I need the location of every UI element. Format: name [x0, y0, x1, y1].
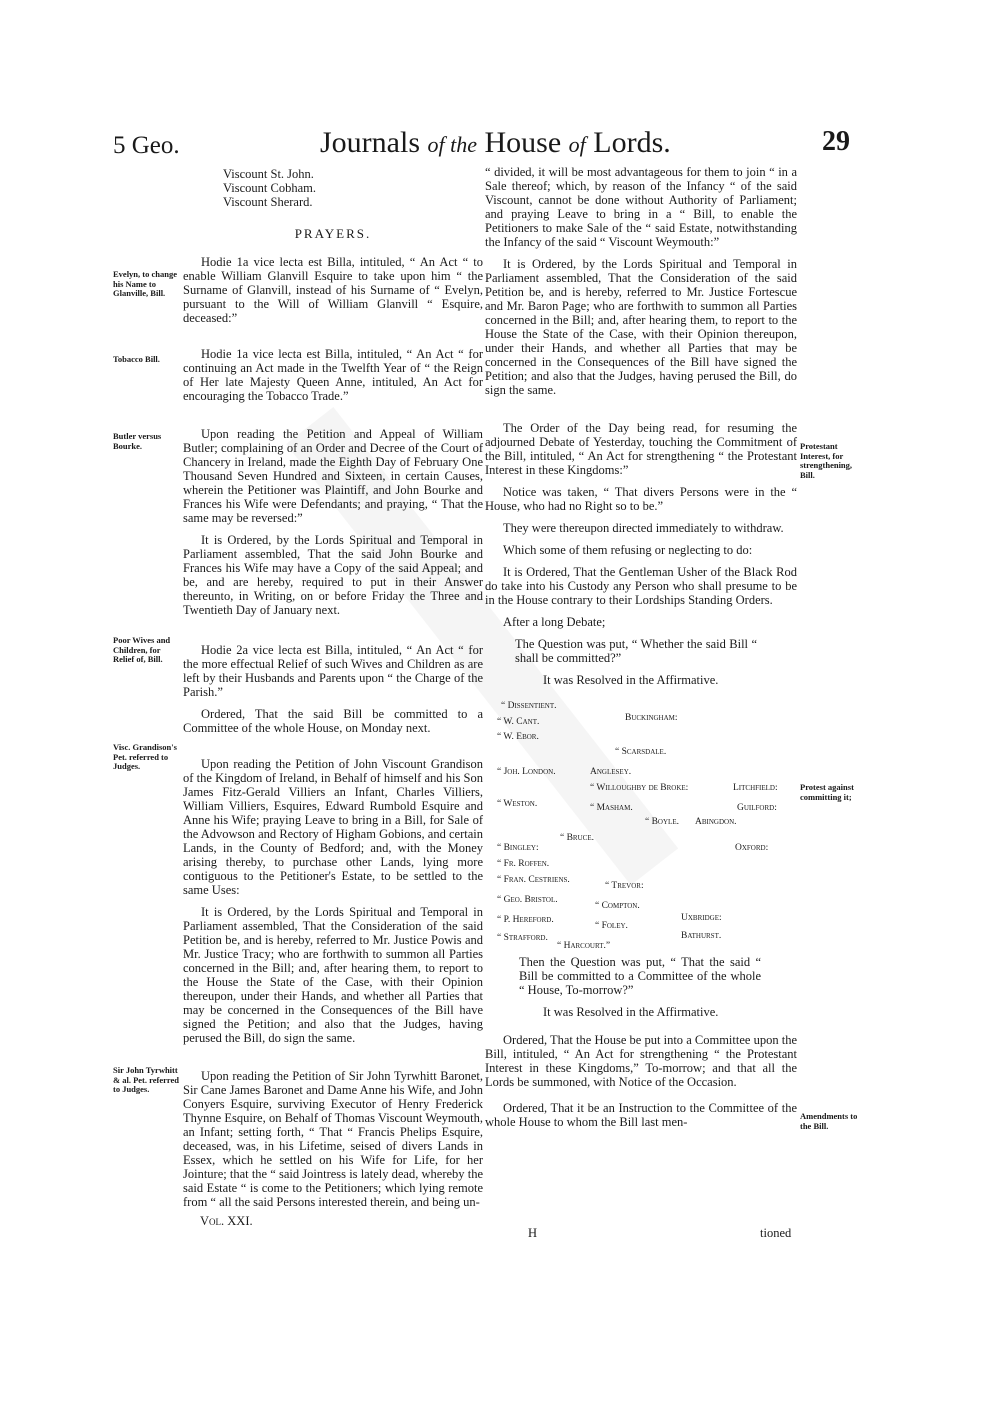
dissent-name: “ Trevor: [605, 881, 644, 891]
viscount-list: Viscount St. John. Viscount Cobham. Viscount Sherard. [223, 167, 316, 209]
margin-note-tobacco: Tobacco Bill. [113, 354, 160, 364]
dissent-name: “ Masham. [590, 803, 633, 813]
black-rod-order: It is Ordered, That the Gentleman Usher of the Black Rod do take into his Custody any Person who shall presume to be in the House contrary to their Lordships Standing Orders. [485, 565, 797, 607]
withdraw-direction: They were thereupon directed immediately to withdraw. [503, 521, 784, 535]
tobacco-bill-entry: Hodie 1a vice lecta est Billa, intituled, “ An Act “ for continuing an Act made in the Twelfth Year of “ the Reign of Her late Majesty Queen Anne, intituled, An Act for encouraging the Tobacco Trade.” [183, 347, 483, 403]
tyrwhitt-petition: Upon reading the Petition of Sir John Tyrwhitt Baronet, Sir Cane James Baronet and Dame Anne his Wife, and John Conyers Esquire, surviving Executor of Henry Frederick Thynne Esquire, on Behalf of Thomas Viscount Weymouth, an Infant; setting forth, “ That “ Francis Phelips Esquire, deceased, was, in his Lifetime, seised of divers Lands in Essex, which he settled on his Wife for Life, for her Jointure; that the “ said Jointress is lately dead, whereby the said Estate “ is come to the Petitioners; which lying remote from “ all the said Persons interested therein, and being un- [183, 1069, 483, 1209]
margin-note-poor-wives: Poor Wives and Children, for Relief of, Bill. [113, 635, 171, 664]
catchword: tioned [760, 1226, 792, 1240]
dissent-name: “ Harcourt.” [557, 941, 611, 951]
poor-wives-order: Ordered, That the said Bill be committed to a Committee of the whole House, on Monday next. [183, 707, 483, 735]
dissent-name: “ W. Ebor. [497, 732, 539, 742]
dissent-name: “ Bruce. [560, 833, 594, 843]
long-debate: After a long Debate; [503, 615, 606, 629]
dissent-name: Guilford: [737, 803, 777, 813]
margin-note-evelyn: Evelyn, to change his Name to Glanville, Bill. [113, 269, 177, 298]
volume-number: Vol. XXI. [200, 1214, 253, 1228]
page-number: 29 [822, 126, 850, 157]
dissent-name: Uxbridge: [681, 913, 722, 923]
butler-order: It is Ordered, by the Lords Spiritual and Temporal in Parliament assembled, That the said John Bourke and Frances his Wife may have a Copy of the said Appeal; and be, and are hereby, required to put in their Answer thereunto, in Writing, on or before Friday the Three and Twentieth Day of January next. [183, 533, 483, 617]
margin-note-amendments: Amendments to the Bill. [800, 1111, 858, 1131]
signature-mark: H [528, 1226, 538, 1240]
committee-order: Ordered, That the House be put into a Committee upon the Bill, intituled, “ An Act for strengthening “ the Protestant Interest in these Kingdoms,” To-morrow; and that all the Lords be summoned, with Notice of the Occasion. [485, 1033, 797, 1089]
prayers-heading: PRAYERS. [294, 226, 372, 241]
margin-note-tyrwhitt: Sir John Tyrwhitt & al. Pet. referred to Judges. [113, 1065, 179, 1094]
question-committed: The Question was put, “ Whether the said Bill “ shall be committed?” [515, 637, 757, 665]
resolved-affirmative-2: It was Resolved in the Affirmative. [543, 1005, 719, 1019]
dissentient-list [485, 695, 797, 951]
margin-note-protestant: Protestant Interest, for strengthening, Bill. [800, 441, 853, 480]
margin-note-protest: Protest against committing it; [800, 782, 854, 802]
resolved-affirmative-1: It was Resolved in the Affirmative. [543, 673, 719, 687]
margin-note-grandison: Visc. Grandison's Pet. referred to Judges. [113, 742, 177, 771]
notice-taken: Notice was taken, “ That divers Persons were in the “ House, who had no Right so to be.” [485, 485, 797, 513]
dissent-name: “ Weston. [497, 799, 538, 809]
tyrwhitt-petition-continued: “ divided, it will be most advantageous for them to join “ in a Sale thereof; which, by reason of the Infancy “ of the said Viscount, cannot be done without Authority of Parliament; and praying Leave to bring in a “ Bill, to enable the Petitioners to make Sale of the “ said Estate, notwithstanding the Infancy of the said “ Viscount Weymouth:” [485, 165, 797, 249]
refusing-note: Which some of them refusing or neglecting to do: [503, 543, 753, 557]
dissent-name: “ Scarsdale. [615, 747, 667, 757]
dissent-heading: “ Dissentient. [501, 701, 557, 711]
grandison-order: It is Ordered, by the Lords Spiritual and Temporal in Parliament assembled, That the Consideration of the said Petition be, and is hereby, referred to Mr. Justice Powis and Mr. Justice Tracy; who are forthwith to summon all Parties concerned in the Bill; and, after hearing them, to report to the House the State of the Case, with their Opinion thereupon, under their Hands, and whether all Parties that may be concerned in the Consequences of the Bill have signed the Petition; and also that the Judges, having perused the Bill, do sign the same. [183, 905, 483, 1045]
dissent-name: “ Fr. Roffen. [497, 859, 550, 869]
dissent-name: “ Foley. [595, 921, 628, 931]
question-committee: Then the Question was put, “ That the said “ Bill be committed to a Committee of the whole “ House, To-morrow?” [519, 955, 761, 997]
order-of-day: The Order of the Day being read, for resuming the adjourned Debate of Yesterday, touching the Commitment of the Bill, intituled, “ An Act for strengthening “ the Protestant Interest in these Kingdoms:” [485, 421, 797, 477]
dissent-name: “ Boyle. [645, 817, 679, 827]
dissent-name: “ Bingley: [497, 843, 539, 853]
dissent-name: Anglesey. [590, 767, 632, 777]
right-column [485, 165, 797, 1137]
margin-note-butler: Butler versus Bourke. [113, 431, 162, 451]
dissent-name: “ Compton. [595, 901, 640, 911]
dissent-name: Bathurst. [681, 931, 722, 941]
dissent-name: Abingdon. [695, 817, 737, 827]
dissent-name: Oxford: [735, 843, 769, 853]
poor-wives-bill-entry: Hodie 2a vice lecta est Billa, intituled, “ An Act “ for the more effectual Relief of such Wives and Children as are left by their Husbands and Parents upon “ the Charge of the Parish.” [183, 643, 483, 699]
instruction-order: Ordered, That it be an Instruction to the Committee of the whole House to whom the Bill last men- [485, 1101, 797, 1129]
butler-petition: Upon reading the Petition and Appeal of William Butler; complaining of an Order and Decree of the Court of Chancery in Ireland, made the Eighth Day of February One Thousand Seven Hundred and Sixteen, in certain Causes, wherein the Petitioner was Plaintiff, and John Bourke and Frances his Wife were Defendants; and praying, “ That the same may be reversed:” [183, 427, 483, 525]
dissent-name: “ Strafford. [497, 933, 548, 943]
running-header [0, 122, 992, 162]
journal-title: Journals of the House of Lords. [320, 126, 671, 159]
left-column [183, 167, 483, 1217]
dissent-name: “ Geo. Bristol. [497, 895, 558, 905]
tyrwhitt-order: It is Ordered, by the Lords Spiritual and Temporal in Parliament assembled, That the Consideration of the said Petition be, and is hereby, referred to Mr. Justice Fortescue and Mr. Baron Page; who are forthwith to summon all Parties concerned in the Bill; and, after hearing them, to report to the House the State of the Case, with their Opinion thereupon, under their Hands, and whether all Parties that may be concerned in the Consequences of the Bill have signed the Petition; and also that the Judges, having perused the Bill, do sign the same. [485, 257, 797, 397]
evelyn-bill-entry: Hodie 1a vice lecta est Billa, intituled, “ An Act “ to enable William Glanvill Esquire to take upon him “ the Surname of Glanvill, instead of his Surname of “ Evelyn, pursuant to the Will of William Glanvill “ Esquire, deceased:” [183, 255, 483, 325]
dissent-name: Buckingham: [625, 713, 678, 723]
dissent-name: “ Fran. Cestriens. [497, 875, 570, 885]
grandison-petition: Upon reading the Petition of John Viscount Grandison of the Kingdom of Ireland, in Behalf of himself and his Son James Fitz-Gerald Villiers an Infant, Charles Villiers, William Villiers, Esquires, Edward Rumbold Esquire and Anne his Wife; praying Leave to bring in a Bill, for Sale of the Advowson and Rectory of Higham Gobions, and certain Lands, in the County of Bedford; and, with the Money arising thereby, to purchase other Lands, lying more contiguous to the Petitioner's Estate, to be settled to the same Uses: [183, 757, 483, 897]
dissent-name: “ Joh. London. [497, 767, 556, 777]
regnal-year: 5 Geo. [113, 132, 180, 159]
dissent-name: “ P. Hereford. [497, 915, 554, 925]
dissent-name: “ Willoughby de Broke: [590, 783, 689, 793]
dissent-name: Litchfield: [733, 783, 778, 793]
dissent-name: “ W. Cant. [497, 717, 540, 727]
